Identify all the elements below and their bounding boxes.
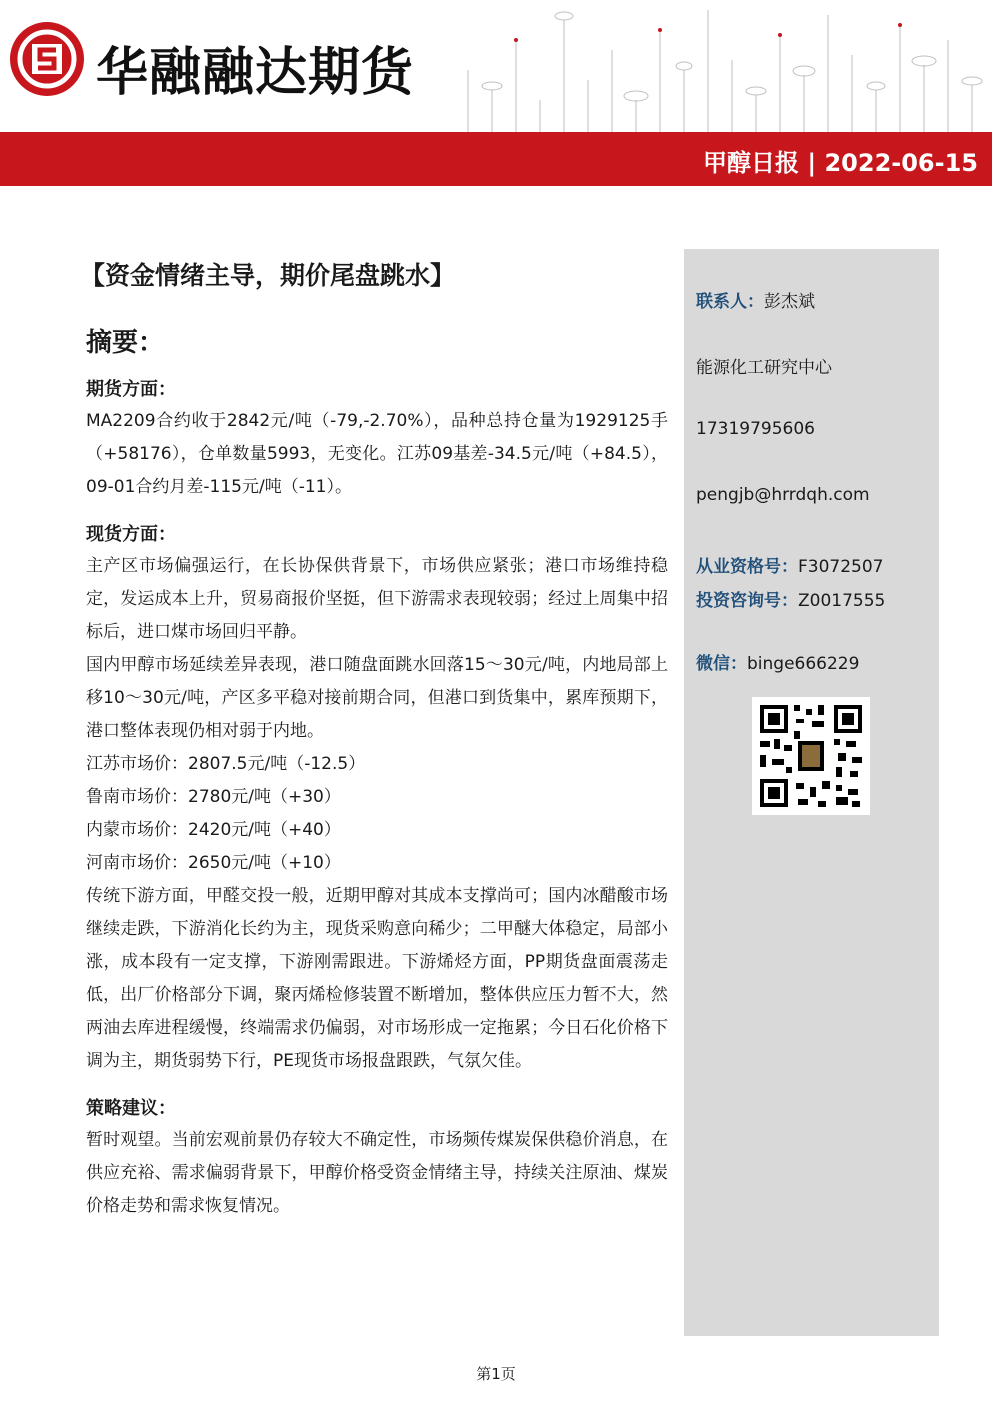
phone-number: 17319795606 — [696, 419, 815, 439]
wechat-qr-code-icon — [752, 697, 870, 815]
company-name: 华融融达期货 — [96, 43, 415, 103]
qualification-row — [696, 552, 884, 577]
department: 能源化工研究中心 — [696, 358, 832, 378]
spot-paragraph-production: 主产区市场偏强运行，在长协保供背景下，市场供应紧张；港口市场维持稳定，发运成本上升，贸易商报价坚挺，但下游需求表现较弱；经过上周集中招标后，进口煤市场回归平静。 — [86, 556, 668, 642]
section-title-strategy: 策略建议： — [86, 1098, 176, 1119]
company-logo-icon — [10, 22, 84, 96]
spot-paragraph-downstream: 传统下游方面，甲醛交投一般，近期甲醇对其成本支撑尚可；国内冰醋酸市场继续走跌，下游消化长约为主，现货采购意向稀少；二甲醚大体稳定，局部小涨，成本段有一定支撑，下游刚需跟进。下游烯烃方面，PP期货盘面震荡走低，出厂价格部分下调，聚丙烯检修装置不断增加，整体供应压力暂不大，然两油去库进程缓慢，终端需求仍偏弱，对市场形成一定拖累；今日石化价格下调为主，期货弱势下行，PE现货市场报盘跟跌，气氛欠佳。 — [86, 886, 668, 1071]
report-header — [0, 0, 992, 186]
wechat-label: 微信： — [696, 654, 747, 674]
summary-title: 摘要： — [86, 328, 165, 358]
price-lunan: 鲁南市场价：2780元/吨（+30） — [86, 787, 341, 807]
decorative-lines-graphic — [458, 0, 992, 132]
contact-label: 联系人： — [696, 292, 764, 312]
section-title-futures: 期货方面： — [86, 379, 176, 400]
contact-name: 彭杰斌 — [764, 292, 815, 312]
strategy-paragraph: 暂时观望。当前宏观前景仍存较大不确定性，市场频传煤炭保供稳价消息，在供应充裕、需求偏弱背景下，甲醇价格受资金情绪主导，持续关注原油、煤炭价格走势和需求恢复情况。 — [86, 1130, 668, 1216]
wechat-id: binge666229 — [747, 654, 860, 674]
consult-row — [696, 586, 885, 611]
price-henan: 河南市场价：2650元/吨（+10） — [86, 853, 341, 873]
report-body — [80, 256, 668, 1223]
price-neimeng: 内蒙市场价：2420元/吨（+40） — [86, 820, 341, 840]
futures-paragraph: MA2209合约收于2842元/吨（-79,-2.70%），品种总持仓量为1929125手（+58176），仓单数量5993，无变化。江苏09基差-34.5元/吨（+84.5），09-01合约月差-115元/吨（-11）。 — [86, 411, 668, 497]
contact-row — [696, 287, 815, 312]
wechat-row — [696, 649, 859, 674]
spot-paragraph-domestic: 国内甲醇市场延续差异表现，港口随盘面跳水回落15～30元/吨，内地局部上移10～30元/吨，产区多平稳对接前期合同，但港口到货集中，累库预期下，港口整体表现仍相对弱于内地。 — [86, 655, 668, 741]
contact-sidebar — [684, 249, 939, 1336]
consult-value: Z0017555 — [798, 591, 886, 611]
section-title-spot: 现货方面： — [86, 524, 176, 545]
qualification-label: 从业资格号： — [696, 557, 798, 577]
qualification-value: F3072507 — [798, 557, 884, 577]
report-title: 甲醇日报 | 2022-06-15 — [703, 149, 978, 177]
price-jiangsu: 江苏市场价：2807.5元/吨（-12.5） — [86, 754, 366, 774]
email-address: pengjb@hrrdqh.com — [696, 485, 870, 505]
report-headline: 【资金情绪主导，期价尾盘跳水】 — [80, 261, 456, 290]
consult-label: 投资咨询号： — [696, 591, 798, 611]
page-number: 第1页 — [476, 1365, 516, 1383]
